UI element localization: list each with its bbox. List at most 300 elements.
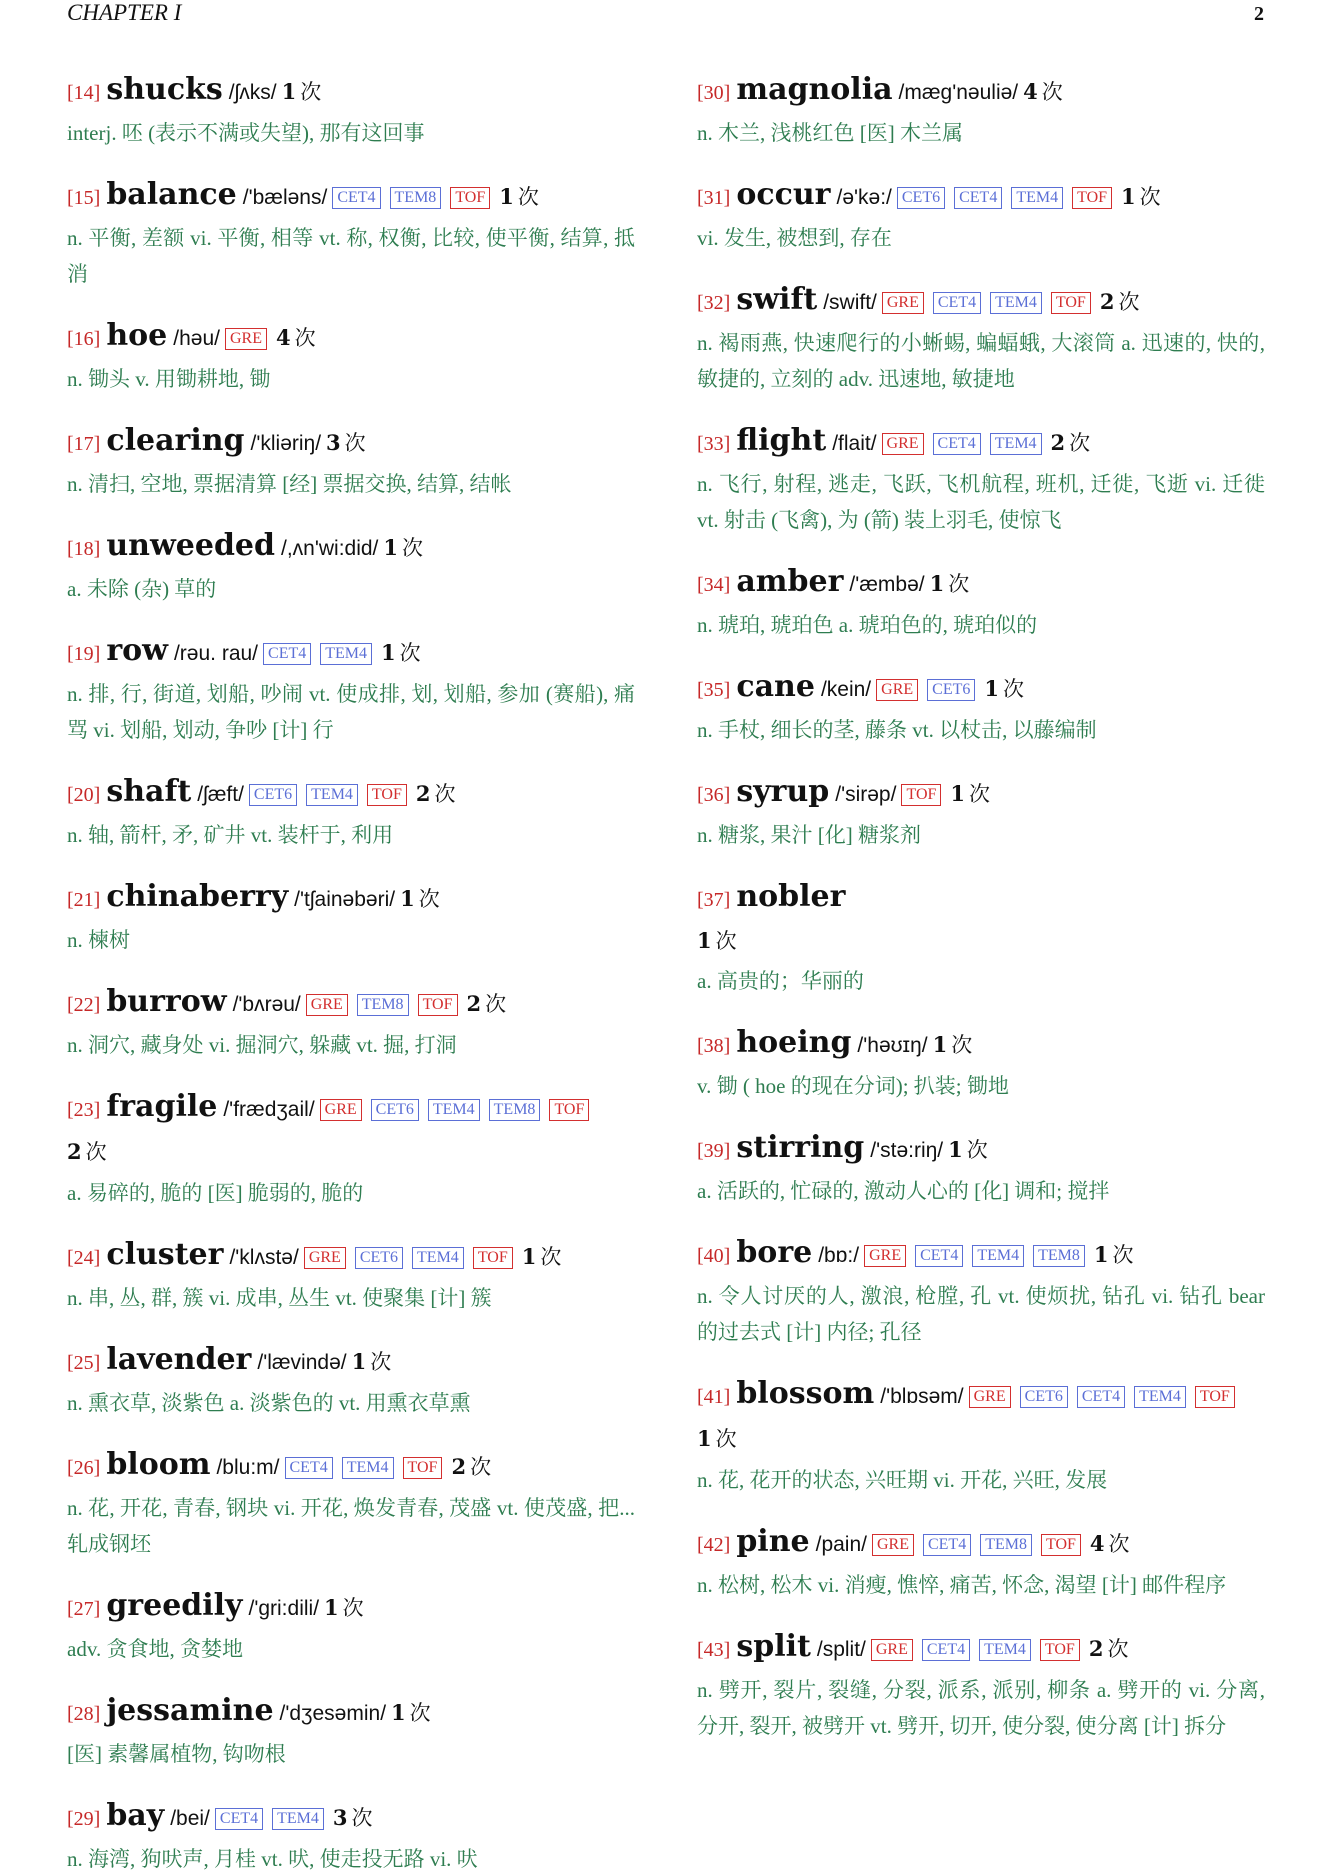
count-unit: 次 — [1112, 1243, 1134, 1267]
definition: n. 褐雨燕, 快速爬行的小蜥蜴, 蝙蝠蛾, 大滚筒 a. 迅速的, 快的, 敏捷的, 立刻的 adv. 迅速地, 敏捷地 — [697, 331, 1265, 391]
exam-tag-gre: GRE — [306, 994, 348, 1016]
entry-heading — [697, 1233, 1265, 1278]
count-number: 1 — [383, 535, 399, 560]
count-number: 2 — [1050, 430, 1066, 455]
entry-index: [35] — [697, 679, 731, 701]
count-unit: 次 — [294, 326, 316, 350]
entry-heading — [697, 562, 1265, 607]
phonetic: /'blɒsəm/ — [880, 1385, 964, 1408]
count-unit: 次 — [1118, 290, 1140, 314]
exam-tag-gre: GRE — [969, 1386, 1011, 1408]
entry-index: [39] — [697, 1140, 731, 1162]
frequency-count — [1089, 1531, 1130, 1556]
definition: n. 劈开, 裂片, 裂缝, 分裂, 派系, 派别, 柳条 a. 劈开的 vi. 分离, 分开, 裂开, 被劈开 vt. 劈开, 切开, 使分裂, 使分离 [计] 拆分 — [697, 1678, 1265, 1738]
phonetic: /bɒ:/ — [818, 1244, 860, 1267]
exam-tag-cet6: CET6 — [355, 1247, 403, 1269]
exam-tag-tof: TOF — [450, 187, 490, 209]
headword: syrup — [736, 774, 830, 809]
exam-tag-cet6: CET6 — [249, 784, 297, 806]
count-number: 1 — [697, 1426, 712, 1451]
exam-tag-tem4: TEM4 — [320, 643, 372, 665]
exam-tag-cet4: CET4 — [915, 1245, 963, 1267]
exam-tag-cet4: CET4 — [263, 643, 311, 665]
headword: occur — [736, 177, 831, 212]
phonetic: /rəu. rau/ — [173, 642, 259, 665]
vocab-entry — [697, 877, 1265, 999]
entry-index: [33] — [697, 433, 731, 455]
phonetic: /'æmbə/ — [849, 573, 925, 596]
frequency-count — [929, 571, 970, 596]
definition: vi. 发生, 被想到, 存在 — [697, 226, 892, 250]
phonetic: /split/ — [816, 1638, 866, 1661]
definition: n. 清扫, 空地, 票据清算 [经] 票据交换, 结算, 结帐 — [67, 472, 512, 496]
headword: blossom — [736, 1376, 875, 1411]
headword: unweeded — [106, 528, 275, 563]
exam-tag-cet4: CET4 — [933, 433, 981, 455]
frequency-count — [415, 781, 456, 806]
phonetic: /blu:m/ — [216, 1456, 280, 1479]
count-unit: 次 — [418, 887, 440, 911]
definition: n. 松树, 松木 vi. 消瘦, 憔悴, 痛苦, 怀念, 渴望 [计] 邮件程序 — [697, 1573, 1227, 1597]
entry-index: [18] — [67, 538, 101, 560]
count-unit: 次 — [715, 929, 737, 953]
phonetic: /'kliəriŋ/ — [250, 432, 322, 455]
count-unit: 次 — [1069, 431, 1091, 455]
vocab-entry — [697, 562, 1265, 643]
exam-tag-tem4: TEM4 — [342, 1457, 394, 1479]
entry-heading — [67, 982, 635, 1027]
phonetic: /flait/ — [832, 432, 877, 455]
entry-index: [38] — [697, 1035, 731, 1057]
frequency-count — [466, 991, 507, 1016]
count-unit: 次 — [540, 1245, 562, 1269]
count-number: 4 — [1023, 79, 1038, 104]
phonetic: /'stə:riŋ/ — [870, 1139, 944, 1162]
exam-tag-gre: GRE — [882, 292, 924, 314]
exam-tag-tof: TOF — [418, 994, 458, 1016]
frequency-count — [1050, 430, 1091, 455]
entry-heading — [67, 772, 635, 817]
definition: v. 锄 ( hoe 的现在分词); 扒装; 锄地 — [697, 1074, 1009, 1098]
exam-tag-tof: TOF — [1072, 187, 1112, 209]
headword: balance — [106, 177, 237, 212]
vocab-entry — [67, 1087, 635, 1211]
phonetic: /swift/ — [823, 291, 877, 314]
headword: hoeing — [736, 1025, 852, 1060]
definition: n. 花, 花开的状态, 兴旺期 vi. 开花, 兴旺, 发展 — [697, 1468, 1108, 1492]
frequency-count — [324, 1595, 364, 1620]
headword: jessamine — [106, 1693, 274, 1728]
count-number: 1 — [381, 640, 396, 665]
count-number: 1 — [932, 1032, 948, 1057]
phonetic: /'frædʒail/ — [223, 1098, 315, 1121]
phonetic: /'həʊɪŋ/ — [857, 1034, 928, 1057]
chapter-title: CHAPTER I — [67, 0, 182, 25]
headword: cluster — [106, 1237, 224, 1272]
count-number: 1 — [929, 571, 945, 596]
headword: flight — [736, 423, 827, 458]
count-unit: 次 — [1107, 1637, 1129, 1661]
exam-tag-cet4: CET4 — [1077, 1386, 1125, 1408]
phonetic: /'bʌrəu/ — [232, 993, 301, 1016]
definition: n. 排, 行, 街道, 划船, 吵闹 vt. 使成排, 划, 划船, 参加 (赛船), 痛骂 vi. 划船, 划动, 争吵 [计] 行 — [67, 682, 635, 742]
entry-heading — [67, 877, 635, 922]
entry-heading — [67, 631, 635, 676]
vocab-entry — [67, 982, 635, 1063]
definition: n. 平衡, 差额 vi. 平衡, 相等 vt. 称, 权衡, 比较, 使平衡, 结算, 抵消 — [67, 226, 635, 286]
entry-heading — [697, 877, 1265, 963]
vocab-entry — [697, 1522, 1265, 1603]
entry-index: [20] — [67, 784, 101, 806]
vocab-entry — [697, 1627, 1265, 1744]
vocab-entry — [697, 280, 1265, 397]
definition: n. 海湾, 狗吠声, 月桂 vt. 吠, 使走投无路 vi. 吠 — [67, 1847, 478, 1870]
phonetic: /,ʌn'wi:did/ — [281, 537, 379, 560]
count-number: 4 — [275, 325, 291, 350]
exam-tag-tof: TOF — [1051, 292, 1091, 314]
count-number: 2 — [1088, 1636, 1104, 1661]
entry-index: [43] — [697, 1639, 731, 1661]
vocab-entry — [67, 526, 635, 607]
vocab-entry — [697, 1374, 1265, 1498]
entry-index: [14] — [67, 82, 101, 104]
vocab-entry — [67, 175, 635, 292]
entry-heading — [67, 1796, 635, 1841]
page-number: 2 — [1254, 3, 1264, 25]
frequency-count — [697, 1426, 737, 1451]
vocab-entry — [67, 1445, 635, 1562]
vocab-entry — [67, 70, 635, 151]
headword: lavender — [106, 1342, 252, 1377]
frequency-count — [332, 1805, 373, 1830]
count-number: 1 — [351, 1349, 367, 1374]
entry-heading — [67, 421, 635, 466]
entry-index: [25] — [67, 1352, 101, 1374]
definition: n. 飞行, 射程, 逃走, 飞跃, 飞机航程, 班机, 迁徙, 飞逝 vi. 迁徙 vt. 射击 (飞禽), 为 (箭) 装上羽毛, 使惊飞 — [697, 472, 1265, 532]
frequency-count — [984, 676, 1024, 701]
definition: a. 高贵的；华丽的 — [697, 969, 864, 993]
headword: bloom — [106, 1447, 211, 1482]
vocab-entry — [67, 1235, 635, 1316]
definition: adv. 贪食地, 贪婪地 — [67, 1637, 243, 1661]
phonetic: /ʃʌks/ — [228, 81, 277, 104]
exam-tag-tof: TOF — [1041, 1534, 1081, 1556]
exam-tag-gre: GRE — [876, 679, 918, 701]
frequency-count — [451, 1454, 492, 1479]
vocab-entry — [67, 1586, 635, 1667]
exam-tag-tem4: TEM4 — [412, 1247, 464, 1269]
count-unit: 次 — [470, 1455, 492, 1479]
exam-tag-tof: TOF — [367, 784, 407, 806]
phonetic: /'bæləns/ — [242, 186, 328, 209]
count-number: 1 — [1093, 1242, 1109, 1267]
frequency-count — [391, 1700, 431, 1725]
definition: interj. 呸 (表示不满或失望), 那有这回事 — [67, 121, 425, 145]
count-unit: 次 — [1139, 185, 1161, 209]
exam-tag-tem8: TEM8 — [489, 1099, 541, 1121]
entry-heading — [67, 1340, 635, 1385]
vocab-entry — [697, 772, 1265, 853]
count-unit: 次 — [1108, 1532, 1130, 1556]
vocab-entry — [67, 1691, 635, 1772]
exam-tag-cet6: CET6 — [927, 679, 975, 701]
definition: n. 熏衣草, 淡紫色 a. 淡紫色的 vt. 用熏衣草熏 — [67, 1391, 471, 1415]
headword: stirring — [736, 1130, 865, 1165]
entry-heading — [697, 175, 1265, 220]
entry-index: [42] — [697, 1534, 731, 1556]
entry-heading — [67, 1087, 635, 1175]
count-number: 1 — [1121, 184, 1136, 209]
exam-tag-cet4: CET4 — [922, 1639, 970, 1661]
vocab-entry — [67, 316, 635, 397]
exam-tag-cet4: CET4 — [933, 292, 981, 314]
exam-tag-tof: TOF — [403, 1457, 443, 1479]
entry-heading — [67, 526, 635, 571]
definition: n. 洞穴, 藏身处 vi. 掘洞穴, 躲藏 vt. 掘, 打洞 — [67, 1033, 457, 1057]
entry-index: [29] — [67, 1808, 101, 1830]
vocab-entry — [67, 772, 635, 853]
count-number: 3 — [326, 430, 341, 455]
vocab-entry — [67, 631, 635, 748]
phonetic: /'lævində/ — [257, 1351, 347, 1374]
entry-heading — [67, 1445, 635, 1490]
phonetic: /'tʃainəbəri/ — [294, 888, 396, 911]
entry-index: [24] — [67, 1247, 101, 1269]
exam-tag-tem8: TEM8 — [390, 187, 442, 209]
exam-tag-tem4: TEM4 — [979, 1639, 1031, 1661]
headword: shucks — [106, 72, 223, 107]
exam-tag-tem4: TEM4 — [428, 1099, 480, 1121]
exam-tag-cet4: CET4 — [923, 1534, 971, 1556]
entry-index: [30] — [697, 82, 731, 104]
exam-tag-tof: TOF — [549, 1099, 589, 1121]
vocab-entry — [697, 1128, 1265, 1209]
entry-index: [37] — [697, 889, 731, 911]
definition: n. 令人讨厌的人, 激浪, 枪膛, 孔 vt. 使烦扰, 钻孔 vi. 钻孔 bear 的过去式 [计] 内径; 孔径 — [697, 1284, 1265, 1344]
definition: n. 琥珀, 琥珀色 a. 琥珀色的, 琥珀似的 — [697, 613, 1038, 637]
count-unit: 次 — [409, 1701, 431, 1725]
entry-index: [40] — [697, 1245, 731, 1267]
frequency-count — [381, 640, 421, 665]
frequency-count — [400, 886, 440, 911]
count-unit: 次 — [370, 1350, 392, 1374]
entry-heading — [67, 70, 635, 115]
frequency-count — [351, 1349, 392, 1374]
phonetic: /mæg'nəuliə/ — [898, 81, 1019, 104]
count-unit: 次 — [485, 992, 507, 1016]
exam-tag-cet4: CET4 — [954, 187, 1002, 209]
entry-index: [21] — [67, 889, 101, 911]
frequency-count — [1099, 289, 1140, 314]
count-number: 1 — [391, 1700, 406, 1725]
entry-heading — [67, 1235, 635, 1280]
entry-index: [23] — [67, 1099, 101, 1121]
count-unit: 次 — [951, 1033, 973, 1057]
exam-tag-cet6: CET6 — [371, 1099, 419, 1121]
entry-heading — [697, 1023, 1265, 1068]
count-number: 4 — [1089, 1531, 1105, 1556]
phonetic: /'gri:dili/ — [248, 1597, 320, 1620]
frequency-count — [326, 430, 366, 455]
headword: clearing — [106, 423, 245, 458]
count-unit: 次 — [434, 782, 456, 806]
frequency-count — [948, 1137, 988, 1162]
headword: hoe — [106, 318, 168, 353]
definition: n. 手杖, 细长的茎, 藤条 vt. 以杖击, 以藤编制 — [697, 718, 1097, 742]
entry-index: [16] — [67, 328, 101, 350]
count-number: 1 — [499, 184, 514, 209]
exam-tag-tof: TOF — [473, 1247, 513, 1269]
vocab-entry — [67, 1340, 635, 1421]
phonetic: /ʃæft/ — [197, 783, 244, 806]
entry-index: [28] — [67, 1703, 101, 1725]
exam-tag-tof: TOF — [1195, 1386, 1235, 1408]
entry-index: [19] — [67, 643, 101, 665]
frequency-count — [67, 1139, 107, 1164]
entry-heading — [697, 1374, 1265, 1462]
count-number: 2 — [1099, 289, 1115, 314]
count-number: 2 — [67, 1139, 82, 1164]
definition: n. 串, 丛, 群, 簇 vi. 成串, 丛生 vt. 使聚集 [计] 簇 — [67, 1286, 492, 1310]
entry-index: [17] — [67, 433, 101, 455]
exam-tag-tem8: TEM8 — [980, 1534, 1032, 1556]
exam-tag-tem4: TEM4 — [972, 1245, 1024, 1267]
count-number: 2 — [451, 1454, 467, 1479]
phonetic: /bei/ — [170, 1807, 210, 1830]
phonetic: /'dʒesəmin/ — [279, 1702, 387, 1725]
exam-tag-gre: GRE — [872, 1534, 914, 1556]
headword: cane — [736, 669, 815, 704]
entry-index: [22] — [67, 994, 101, 1016]
entry-index: [41] — [697, 1386, 731, 1408]
headword: bore — [736, 1235, 813, 1270]
count-unit: 次 — [715, 1427, 737, 1451]
entry-heading — [697, 280, 1265, 325]
definition: n. 花, 开花, 青春, 钢块 vi. 开花, 焕发青春, 茂盛 vt. 使茂盛, 把... 轧成钢坯 — [67, 1496, 635, 1556]
exam-tag-tof: TOF — [1040, 1639, 1080, 1661]
frequency-count — [1088, 1636, 1129, 1661]
count-unit: 次 — [300, 80, 322, 104]
entry-heading — [697, 1627, 1265, 1672]
entry-heading — [697, 70, 1265, 115]
definition: a. 未除 (杂) 草的 — [67, 577, 217, 601]
vocab-entry — [67, 421, 635, 502]
entry-heading — [697, 667, 1265, 712]
count-unit: 次 — [85, 1140, 107, 1164]
headword: pine — [736, 1524, 810, 1559]
entry-index: [15] — [67, 187, 101, 209]
definition: n. 糖浆, 果汁 [化] 糖浆剂 — [697, 823, 921, 847]
frequency-count — [1121, 184, 1161, 209]
phonetic: /ə'kə:/ — [836, 186, 892, 209]
count-number: 1 — [521, 1244, 537, 1269]
frequency-count — [281, 79, 322, 104]
exam-tag-tem4: TEM4 — [990, 433, 1042, 455]
entry-heading — [67, 1691, 635, 1736]
phonetic: /'klʌstə/ — [229, 1246, 299, 1269]
entry-index: [31] — [697, 187, 731, 209]
frequency-count — [275, 325, 316, 350]
entry-heading — [67, 316, 635, 361]
vocab-entry — [697, 70, 1265, 151]
count-unit: 次 — [1002, 677, 1024, 701]
exam-tag-tem4: TEM4 — [306, 784, 358, 806]
exam-tag-cet4: CET4 — [332, 187, 380, 209]
left-column — [67, 70, 635, 1870]
exam-tag-gre: GRE — [225, 328, 267, 350]
headword: nobler — [736, 879, 846, 914]
count-number: 3 — [332, 1805, 348, 1830]
vocab-entry — [67, 1796, 635, 1870]
frequency-count — [1093, 1242, 1134, 1267]
count-unit: 次 — [966, 1138, 988, 1162]
count-unit: 次 — [344, 431, 366, 455]
entry-heading — [67, 175, 635, 220]
exam-tag-tem4: TEM4 — [272, 1808, 324, 1830]
entry-index: [34] — [697, 574, 731, 596]
count-unit: 次 — [402, 536, 424, 560]
phonetic: /həu/ — [173, 327, 220, 350]
exam-tag-tem4: TEM4 — [1134, 1386, 1186, 1408]
vocab-entry — [697, 1023, 1265, 1104]
headword: row — [106, 633, 168, 668]
right-column — [697, 70, 1265, 1768]
frequency-count — [521, 1244, 562, 1269]
phonetic: /pain/ — [815, 1533, 867, 1556]
phonetic: /kein/ — [820, 678, 872, 701]
definition: [医] 素馨属植物, 钩吻根 — [67, 1742, 286, 1766]
entry-heading — [697, 1128, 1265, 1173]
frequency-count — [499, 184, 539, 209]
exam-tag-cet6: CET6 — [897, 187, 945, 209]
count-unit: 次 — [1041, 80, 1063, 104]
headword: magnolia — [736, 72, 893, 107]
vocab-entry — [697, 1233, 1265, 1350]
definition: a. 活跃的, 忙碌的, 激动人心的 [化] 调和; 搅拌 — [697, 1179, 1110, 1203]
exam-tag-tem8: TEM8 — [1033, 1245, 1085, 1267]
count-number: 1 — [400, 886, 415, 911]
count-unit: 次 — [399, 641, 421, 665]
count-unit: 次 — [342, 1596, 364, 1620]
headword: amber — [736, 564, 844, 599]
headword: split — [736, 1629, 811, 1664]
vocab-entry — [697, 667, 1265, 748]
exam-tag-cet4: CET4 — [285, 1457, 333, 1479]
exam-tag-tem8: TEM8 — [357, 994, 409, 1016]
headword: fragile — [106, 1089, 218, 1124]
definition: n. 楝树 — [67, 928, 130, 952]
count-number: 1 — [697, 928, 712, 953]
headword: burrow — [106, 984, 227, 1019]
frequency-count — [697, 922, 1265, 963]
exam-tag-tem4: TEM4 — [1011, 187, 1063, 209]
count-number: 1 — [324, 1595, 339, 1620]
count-unit: 次 — [351, 1806, 373, 1830]
entry-index: [36] — [697, 784, 731, 806]
frequency-count — [1023, 79, 1063, 104]
exam-tag-cet6: CET6 — [1020, 1386, 1068, 1408]
headword: swift — [736, 282, 818, 317]
exam-tag-tem4: TEM4 — [990, 292, 1042, 314]
vocab-entry — [67, 877, 635, 958]
page-header — [67, 0, 1264, 30]
definition: n. 木兰, 浅桃红色 [医] 木兰属 — [697, 121, 963, 145]
exam-tag-gre: GRE — [882, 433, 924, 455]
count-unit: 次 — [948, 572, 970, 596]
entry-heading — [697, 1522, 1265, 1567]
frequency-count — [950, 781, 991, 806]
exam-tag-gre: GRE — [320, 1099, 362, 1121]
